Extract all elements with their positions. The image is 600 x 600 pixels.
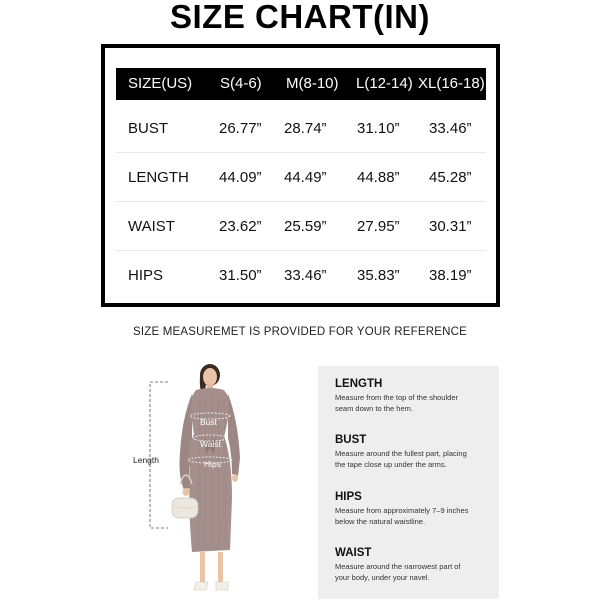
table-cell: 25.59” xyxy=(284,218,327,235)
header-size-s: S(4-6) xyxy=(220,75,262,92)
table-cell: 44.49” xyxy=(284,169,327,186)
row-label: BUST xyxy=(128,120,169,137)
table-cell: 33.46” xyxy=(429,120,472,137)
left-shoe xyxy=(194,582,208,590)
length-label: Length xyxy=(133,455,159,465)
definition-waist xyxy=(335,547,495,583)
table-cell: 35.83” xyxy=(357,267,400,284)
table-cell: 31.50” xyxy=(219,267,262,284)
page-title: SIZE CHART(IN) xyxy=(170,0,430,35)
table-cell: 30.31” xyxy=(429,218,472,235)
table-row-hips xyxy=(116,251,486,300)
table-cell: 45.28” xyxy=(429,169,472,186)
definition-length xyxy=(335,378,495,414)
table-cell: 31.10” xyxy=(357,120,400,137)
header-size-xl: XL(16-18) xyxy=(418,75,485,92)
header-size-m: M(8-10) xyxy=(286,75,339,92)
table-cell: 28.74” xyxy=(284,120,327,137)
table-row-bust xyxy=(116,104,486,153)
row-label: LENGTH xyxy=(128,169,189,186)
definition-term: WAIST xyxy=(335,547,372,559)
reference-note: SIZE MEASUREMET IS PROVIDED FOR YOUR REFERENCE xyxy=(132,326,468,338)
right-shoe xyxy=(216,582,228,590)
row-label: WAIST xyxy=(128,218,175,235)
table-cell: 23.62” xyxy=(219,218,262,235)
table-cell: 26.77” xyxy=(219,120,262,137)
table-header-row xyxy=(116,68,486,100)
table-cell: 33.46” xyxy=(284,267,327,284)
face-shape xyxy=(203,368,217,386)
table-cell: 27.95” xyxy=(357,218,400,235)
header-size-us: SIZE(US) xyxy=(128,75,193,92)
definition-text: Measure from approximately 7–9 inches below the natural waistline. xyxy=(335,506,469,526)
table-cell: 44.88” xyxy=(357,169,400,186)
definition-term: HIPS xyxy=(335,491,362,503)
row-label: HIPS xyxy=(128,267,164,284)
table-cell: 38.19” xyxy=(429,267,472,284)
model-figure-illustration xyxy=(120,358,270,600)
table-row-length xyxy=(116,153,486,202)
definition-term: BUST xyxy=(335,434,367,446)
definition-text: Measure around the narrowest part of your body, under your navel. xyxy=(335,562,461,582)
header-size-l: L(12-14) xyxy=(356,75,413,92)
table-cell: 44.09” xyxy=(219,169,262,186)
measurement-guide-panel xyxy=(318,366,499,599)
table-row-waist xyxy=(116,202,486,251)
definition-term: LENGTH xyxy=(335,378,383,390)
waist-label: Waist xyxy=(200,439,221,449)
size-chart-table xyxy=(101,44,500,307)
bust-label: Bust xyxy=(200,417,218,427)
definition-text: Measure around the fullest part, placing the tape close up under the arms. xyxy=(335,449,467,469)
definition-text: Measure from the top of the shoulder seam down to the hem. xyxy=(335,393,458,413)
hips-label: Hips xyxy=(204,459,222,469)
definition-hips xyxy=(335,491,495,527)
definition-bust xyxy=(335,434,495,470)
